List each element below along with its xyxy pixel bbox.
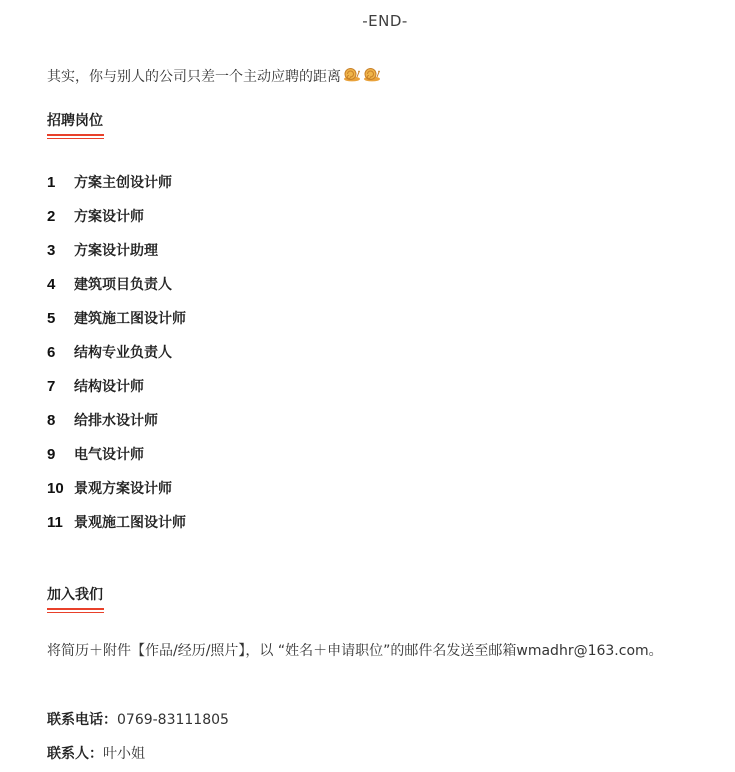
list-item — [47, 301, 186, 335]
job-number: 7 — [47, 377, 56, 395]
job-title: 景观施工图设计师 — [74, 515, 186, 531]
list-item — [47, 505, 186, 539]
job-title: 建筑项目负责人 — [74, 277, 172, 293]
snail-icon — [363, 66, 381, 86]
section-title-recruit — [47, 110, 103, 130]
job-title: 景观方案设计师 — [74, 481, 172, 497]
list-item — [47, 335, 186, 369]
job-number: 4 — [47, 275, 56, 293]
job-number: 8 — [47, 411, 56, 429]
job-number: 11 — [47, 513, 63, 531]
intro-line — [47, 66, 381, 86]
job-title: 电气设计师 — [74, 447, 144, 463]
job-number: 10 — [47, 479, 64, 497]
job-number: 9 — [47, 445, 56, 463]
list-item — [47, 267, 186, 301]
list-item — [47, 471, 186, 505]
job-title: 结构专业负责人 — [74, 345, 172, 361]
section-title-text: 招聘岗位 — [47, 113, 103, 129]
list-item — [47, 233, 186, 267]
snail-icon — [343, 66, 361, 86]
job-number: 6 — [47, 343, 56, 361]
job-number: 3 — [47, 241, 56, 259]
person-label: 联系人： — [47, 746, 103, 762]
contact-person — [47, 743, 145, 763]
job-number: 5 — [47, 309, 56, 327]
phone-value[interactable]: 0769-83111805 — [117, 712, 229, 728]
list-item — [47, 403, 186, 437]
job-title: 结构设计师 — [74, 379, 144, 395]
job-title: 给排水设计师 — [74, 413, 158, 429]
section-title-join — [47, 584, 103, 604]
job-list — [47, 165, 186, 539]
person-value: 叶小姐 — [103, 746, 145, 762]
job-title: 建筑施工图设计师 — [74, 311, 186, 327]
job-number: 2 — [47, 207, 56, 225]
contact-phone — [47, 709, 229, 729]
end-mark: -END- — [362, 12, 408, 30]
job-title: 方案主创设计师 — [74, 175, 172, 191]
list-item — [47, 199, 186, 233]
phone-label: 联系电话： — [47, 712, 117, 728]
apply-instructions: 将简历＋附件【作品/经历/照片】，以 “姓名＋申请职位”的邮件名发送至邮箱wmadhr@163.com。 — [47, 643, 663, 659]
job-title: 方案设计师 — [74, 209, 144, 225]
job-title: 方案设计助理 — [74, 243, 158, 259]
list-item — [47, 165, 186, 199]
title-underline — [47, 134, 104, 139]
list-item — [47, 437, 186, 471]
section-title-text: 加入我们 — [47, 587, 103, 603]
title-underline — [47, 608, 104, 613]
list-item — [47, 369, 186, 403]
intro-text: 其实，你与别人的公司只差一个主动应聘的距离 — [47, 69, 341, 85]
job-number: 1 — [47, 173, 56, 191]
